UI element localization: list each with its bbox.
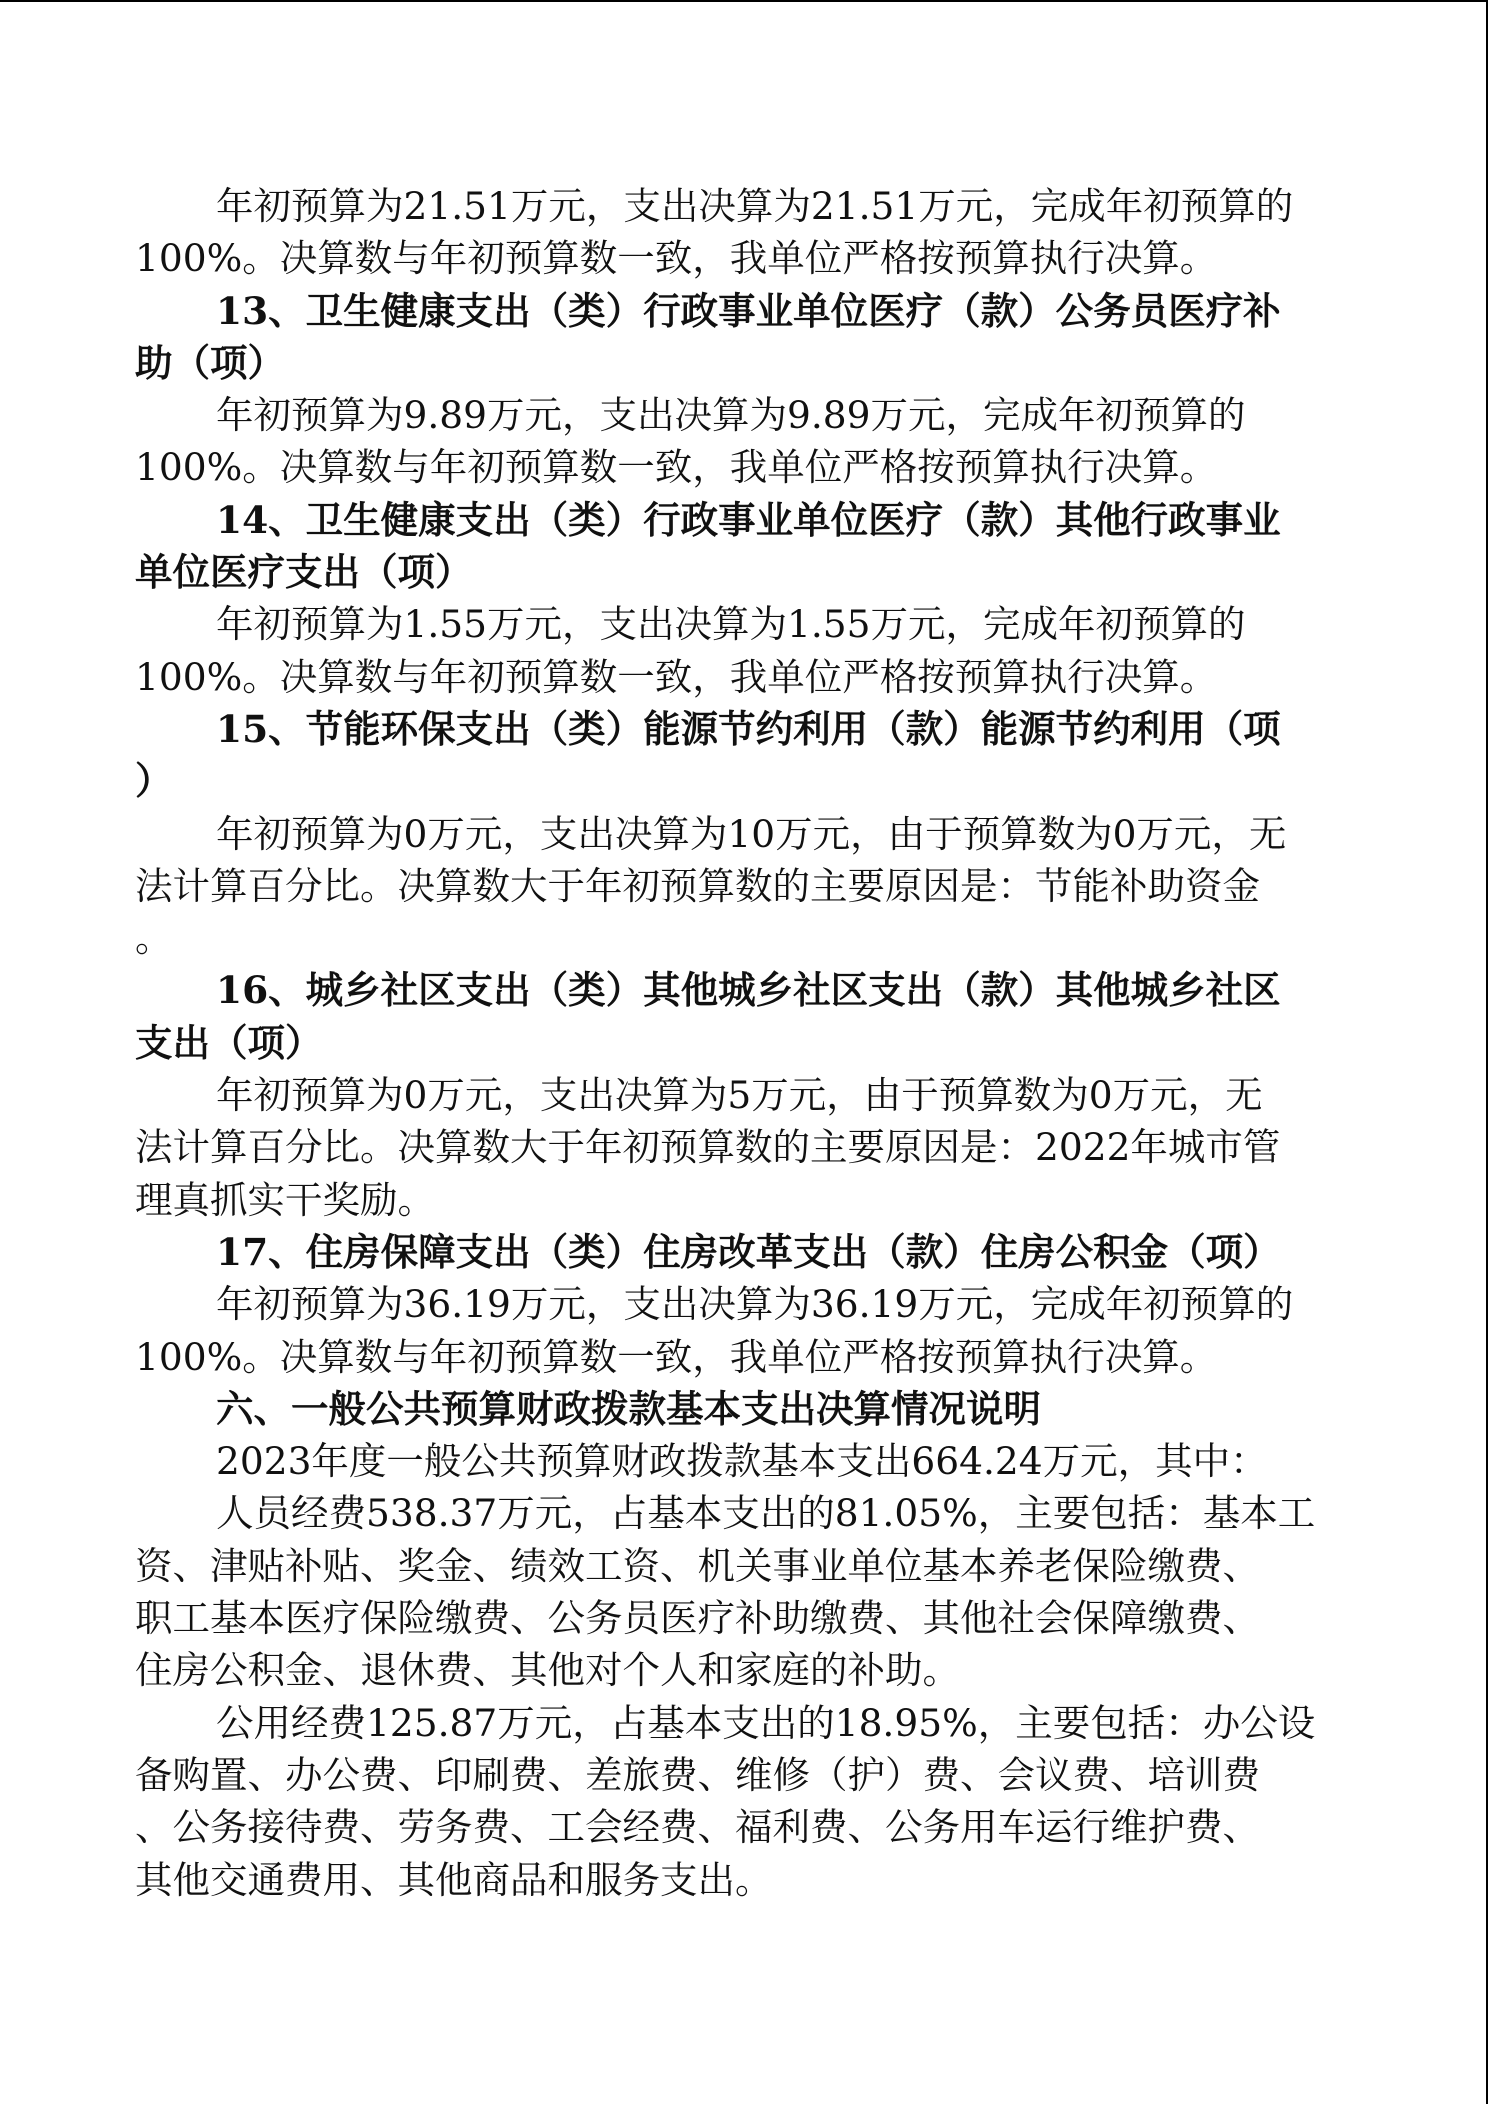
- body-text-line: 年初预算为0万元，支出决算为10万元，由于预算数为0万元，无: [216, 811, 1287, 856]
- body-text-line: 年初预算为0万元，支出决算为5万元，由于预算数为0万元，无: [216, 1073, 1263, 1118]
- section-heading-line: 助（项）: [135, 340, 285, 385]
- body-text-line: 备购置、办公费、印刷费、差旅费、维修（护）费、会议费、培训费: [135, 1752, 1260, 1797]
- body-text-line: 公用经费125.87万元，占基本支出的18.95%，主要包括：办公设: [216, 1700, 1316, 1745]
- body-text-line: 住房公积金、退休费、其他对个人和家庭的补助。: [135, 1648, 960, 1693]
- section-heading-line: 六、一般公共预算财政拨款基本支出决算情况说明: [216, 1386, 1041, 1431]
- section-heading-line: 15、节能环保支出（类）能源节约利用（款）能源节约利用（项: [216, 706, 1281, 751]
- body-text-line: 100%。决算数与年初预算数一致，我单位严格按预算执行决算。: [135, 1334, 1218, 1379]
- body-text-line: 年初预算为36.19万元，支出决算为36.19万元，完成年初预算的: [216, 1282, 1294, 1327]
- body-text-line: 法计算百分比。决算数大于年初预算数的主要原因是：节能补助资金: [135, 863, 1260, 908]
- body-text-line: 100%。决算数与年初预算数一致，我单位严格按预算执行决算。: [135, 445, 1218, 490]
- body-text-line: 100%。决算数与年初预算数一致，我单位严格按预算执行决算。: [135, 236, 1218, 281]
- body-text-line: 100%。决算数与年初预算数一致，我单位严格按预算执行决算。: [135, 654, 1218, 699]
- body-text-line: 年初预算为21.51万元，支出决算为21.51万元，完成年初预算的: [216, 184, 1294, 228]
- section-heading-line: 14、卫生健康支出（类）行政事业单位医疗（款）其他行政事业: [216, 497, 1281, 542]
- document-body: [135, 180, 1345, 1906]
- body-text-line: 、公务接待费、劳务费、工会经费、福利费、公务用车运行维护费、: [135, 1805, 1260, 1850]
- body-text-line: 其他交通费用、其他商品和服务支出。: [135, 1857, 773, 1902]
- section-heading-line: 16、城乡社区支出（类）其他城乡社区支出（款）其他城乡社区: [216, 968, 1281, 1013]
- body-text-line: 职工基本医疗保险缴费、公务员医疗补助缴费、其他社会保障缴费、: [135, 1596, 1260, 1641]
- body-text-line: 资、津贴补贴、奖金、绩效工资、机关事业单位基本养老保险缴费、: [135, 1543, 1260, 1588]
- body-text-line: 法计算百分比。决算数大于年初预算数的主要原因是：2022年城市管: [135, 1125, 1281, 1170]
- body-text-line: 。: [135, 916, 173, 961]
- body-text-line: 年初预算为1.55万元，支出决算为1.55万元，完成年初预算的: [216, 602, 1246, 647]
- section-heading-line: ）: [135, 759, 173, 804]
- section-heading-line: 17、住房保障支出（类）住房改革支出（款）住房公积金（项）: [216, 1229, 1281, 1274]
- section-heading-line: 单位医疗支出（项）: [135, 550, 473, 595]
- body-text-line: 理真抓实干奖励。: [135, 1177, 435, 1222]
- body-text-line: 年初预算为9.89万元，支出决算为9.89万元，完成年初预算的: [216, 393, 1246, 438]
- body-text-line: 人员经费538.37万元，占基本支出的81.05%，主要包括：基本工: [216, 1491, 1316, 1536]
- body-text-line: 2023年度一般公共预算财政拨款基本支出664.24万元，其中：: [216, 1439, 1268, 1484]
- section-heading-line: 支出（项）: [135, 1020, 323, 1065]
- section-heading-line: 13、卫生健康支出（类）行政事业单位医疗（款）公务员医疗补: [216, 288, 1281, 333]
